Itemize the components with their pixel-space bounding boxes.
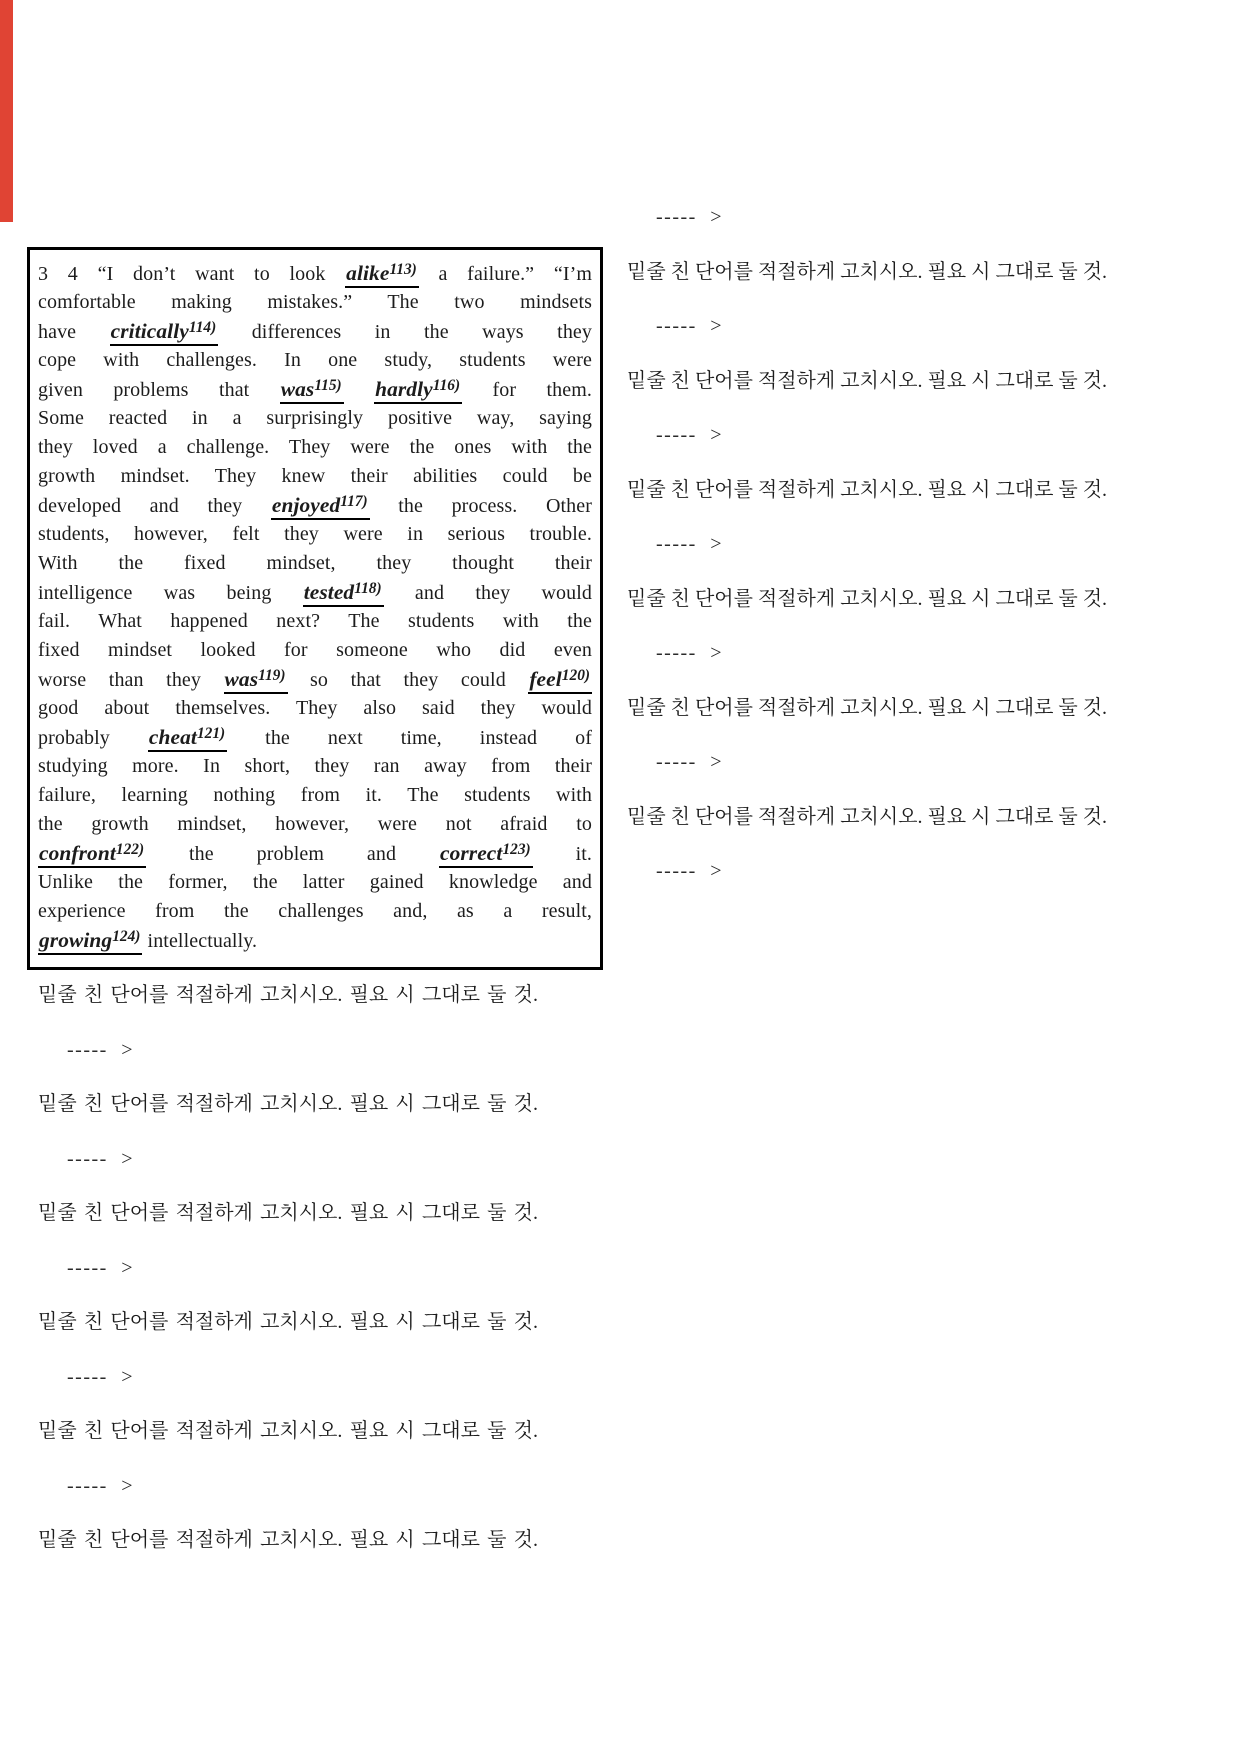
correction-instruction-line: 밑줄 친 단어를 적절하게 고치시오. 필요 시 그대로 둘 것. — [38, 1311, 538, 1333]
word-number-superscript: 115) — [314, 377, 342, 395]
passage-line: experience from the challenges and, as a result, — [38, 900, 592, 922]
correction-instruction-line: 밑줄 친 단어를 적절하게 고치시오. 필요 시 그대로 둘 것. — [38, 1202, 538, 1224]
word-number-superscript: 121) — [196, 725, 226, 743]
underlined-word: tested$^{118)}$ — [303, 580, 384, 607]
underlined-word: correct$^{123)}$ — [439, 841, 533, 868]
passage-line: studying more. In short, they ran away from their — [38, 755, 592, 777]
correction-instruction-line: 밑줄 친 단어를 적절하게 고치시오. 필요 시 그대로 둘 것. — [38, 1420, 538, 1442]
red-margin-marker — [0, 0, 13, 222]
answer-arrow-blank: ----- > — [67, 1365, 135, 1388]
word-number-superscript: 117) — [340, 493, 368, 511]
answer-arrow-blank: ----- > — [656, 206, 724, 228]
passage-line: they loved a challenge. They were the ones with the — [38, 436, 592, 458]
word-number-superscript: 118) — [354, 580, 382, 598]
correction-instruction-line: 밑줄 친 단어를 적절하게 고치시오. 필요 시 그대로 둘 것. — [627, 369, 1108, 392]
underlined-word: feel$^{120)}$ — [528, 667, 592, 694]
passage-line: 3 4 “I don’t want to look alike$^{113)}$ a failure.” “I’m — [38, 259, 592, 288]
passage-line: With the fixed mindset, they thought their — [38, 552, 592, 574]
answer-arrow-blank: ----- > — [656, 642, 724, 664]
passage-line: cope with challenges. In one study, students were — [38, 349, 592, 371]
passage-line: comfortable making mistakes.” The two mindsets — [38, 291, 592, 313]
correction-instruction-line: 밑줄 친 단어를 적절하게 고치시오. 필요 시 그대로 둘 것. — [38, 984, 538, 1006]
underlined-word: alike$^{113)}$ — [345, 261, 419, 288]
passage-line: failure, learning nothing from it. The students with — [38, 784, 592, 806]
answer-arrow-blank: ----- > — [656, 860, 724, 882]
correction-instruction-line: 밑줄 친 단어를 적절하게 고치시오. 필요 시 그대로 둘 것. — [627, 478, 1108, 501]
correction-instruction-line: 밑줄 친 단어를 적절하게 고치시오. 필요 시 그대로 둘 것. — [627, 587, 1108, 610]
answer-arrow-blank: ----- > — [67, 1038, 135, 1061]
correction-instruction-line: 밑줄 친 단어를 적절하게 고치시오. 필요 시 그대로 둘 것. — [38, 1093, 538, 1115]
word-number-superscript: 119) — [258, 667, 286, 685]
passage-line: probably cheat$^{121)}$ the next time, instead of — [38, 723, 592, 752]
answer-arrow-blank: ----- > — [656, 533, 724, 555]
left-column-prompts — [38, 981, 538, 1555]
underlined-word: was$^{119)}$ — [224, 667, 288, 694]
word-number-superscript: 113) — [389, 261, 417, 279]
underlined-word: growing$^{124)}$ — [38, 928, 142, 955]
word-number-superscript: 124) — [112, 928, 141, 946]
answer-arrow-blank: ----- > — [656, 751, 724, 773]
passage-line: have critically$^{114)}$ differences in the ways they — [38, 317, 592, 346]
right-column-prompts — [627, 203, 1108, 886]
passage-line: growing$^{124)}$ intellectually. — [38, 926, 592, 955]
answer-arrow-blank: ----- > — [67, 1474, 135, 1497]
passage-line: students, however, felt they were in serious trouble. — [38, 523, 592, 545]
passage-line: Some reacted in a surprisingly positive way, saying — [38, 407, 592, 429]
answer-arrow-blank: ----- > — [67, 1256, 135, 1279]
passage-line: given problems that was$^{115)}$ hardly$^{116)}$ for them. — [38, 375, 592, 404]
passage-line: growth mindset. They knew their abilities could be — [38, 465, 592, 487]
correction-instruction-line: 밑줄 친 단어를 적절하게 고치시오. 필요 시 그대로 둘 것. — [627, 805, 1108, 828]
underlined-word: enjoyed$^{117)}$ — [271, 493, 370, 520]
passage-line: good about themselves. They also said they would — [38, 697, 592, 719]
answer-arrow-blank: ----- > — [656, 315, 724, 337]
underlined-word: confront$^{122)}$ — [38, 841, 146, 868]
passage-line: Unlike the former, the latter gained knowledge and — [38, 871, 592, 893]
word-number-superscript: 116) — [432, 377, 461, 395]
correction-instruction-line: 밑줄 친 단어를 적절하게 고치시오. 필요 시 그대로 둘 것. — [38, 1529, 538, 1551]
passage-line: confront$^{122)}$ the problem and correct$^{123)}$ it. — [38, 839, 592, 868]
passage-line: developed and they enjoyed$^{117)}$ the process. Other — [38, 491, 592, 520]
passage-line: intelligence was being tested$^{118)}$ and they would — [38, 578, 592, 607]
underlined-word: hardly$^{116)}$ — [374, 377, 462, 404]
answer-arrow-blank: ----- > — [656, 424, 724, 446]
word-number-superscript: 123) — [502, 841, 531, 859]
passage-line: fixed mindset looked for someone who did even — [38, 639, 592, 661]
answer-arrow-blank: ----- > — [67, 1147, 135, 1170]
underlined-word: was$^{115)}$ — [280, 377, 344, 404]
word-number-superscript: 122) — [115, 841, 145, 859]
passage-line: fail. What happened next? The students with the — [38, 610, 592, 632]
word-number-superscript: 114) — [188, 319, 217, 337]
underlined-word: cheat$^{121)}$ — [148, 725, 227, 752]
passage-line: the growth mindset, however, were not afraid to — [38, 813, 592, 835]
word-number-superscript: 120) — [561, 667, 591, 685]
passage-box — [27, 247, 603, 970]
passage-line: worse than they was$^{119)}$ so that they could feel$^{120)}$ — [38, 665, 592, 694]
correction-instruction-line: 밑줄 친 단어를 적절하게 고치시오. 필요 시 그대로 둘 것. — [627, 260, 1108, 283]
correction-instruction-line: 밑줄 친 단어를 적절하게 고치시오. 필요 시 그대로 둘 것. — [627, 696, 1108, 719]
underlined-word: critically$^{114)}$ — [110, 319, 219, 346]
